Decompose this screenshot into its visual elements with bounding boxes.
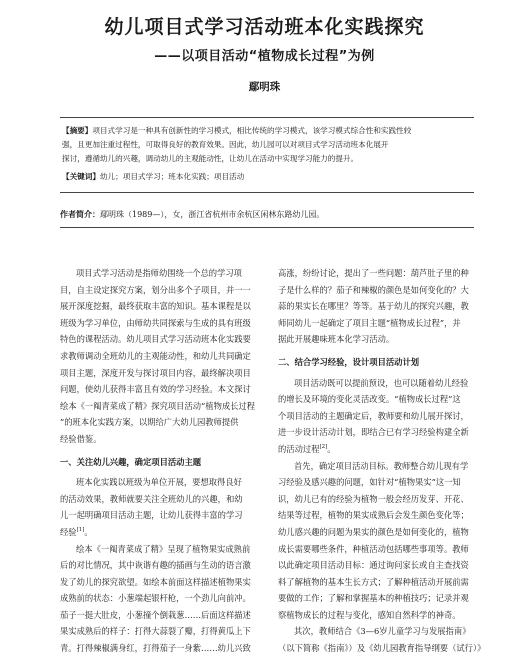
paragraph-line: 问题，使幼儿获得丰富且有效的学习经验。本文探讨 [60, 384, 251, 395]
paragraph-line: 习经验及感兴趣的问题，如针对“植物果实”这一知 [278, 477, 461, 488]
article-subtitle: ——以项目活动“植物成长过程”为例 [154, 49, 375, 64]
author-bio-text: 鄢明珠（1989—），女，浙江省杭州市余杭区闲林东路幼儿园。 [100, 210, 325, 219]
citation-ref: [1] [76, 527, 85, 534]
paragraph-line: 成长需要哪些条件，种植活动包括哪些事项等。教师 [278, 543, 469, 554]
paragraph-line: 的活动效果，教师就要关注全班幼儿的兴趣，和幼 [60, 493, 243, 504]
section-heading: 二、结合学习经验，设计项目活动计划 [278, 356, 420, 367]
abstract-section [60, 117, 474, 193]
paragraph-line [60, 524, 264, 541]
paragraph-line: 结果等过程，植物的果实成熟后会发生颜色变化等； [278, 510, 469, 521]
keywords-label: 【关键词】 [62, 172, 100, 181]
paragraph-line [278, 441, 482, 458]
paragraph-line: 蒜的果实长在哪里？等等。基于幼儿的探究兴趣，教 [278, 301, 469, 312]
paragraph-line: 的增长及环境的变化灵活改变。“植物成长过程”这 [278, 394, 461, 405]
paragraph-line: 绘本《一阄青菜成了精》呈现了植物果实成熟前 [76, 543, 251, 554]
paragraph-line: 以此确定项目活动目标：通过询问家长或自主查找资 [278, 560, 469, 571]
paragraph-line: 个项目活动的主题确定后，教师要和幼儿展开探讨， [278, 410, 469, 421]
paragraph-line: 进一步设计活动计划，即结合已有学习经验构建全新 [278, 427, 469, 438]
abstract-label: 【摘要】 [62, 126, 93, 135]
paragraph-line: 求教师调动全班幼儿的主观能动性，和幼儿共同确定 [60, 350, 251, 361]
paragraph-line: 项目主题，深度开发与探讨项目内容，最终解决项目 [60, 367, 251, 378]
paragraph-line: 茄子一挺大肚皮，小葱撞个倒栽葱……后面这样描述 [60, 609, 251, 620]
paragraph-text: 。 [327, 443, 336, 454]
paragraph-line: 要做的工作；了解和掌握基本的种植技巧；记录并观 [278, 593, 469, 604]
author-bio [60, 208, 474, 228]
paragraph-line: 其次，教师结合《3—6岁儿童学习与发展指南》 [294, 626, 471, 637]
paragraph-line: ”的班本化实践方案，以期给广大幼儿园教师提供 [60, 417, 239, 428]
paragraph-line: 高涨，纷纷讨论，提出了一些问题：葫芦肚子里的种 [278, 268, 469, 278]
paragraph-line: 项目活动既可以提前预设，也可以随着幼儿经验 [294, 377, 469, 388]
keywords-text: 幼儿；项目式学习；班本化实践；项目活动 [99, 172, 245, 181]
paragraph-line: 料了解植物的基本生长方式；了解种植活动开展前需 [278, 576, 469, 587]
paragraph-line: 察植物成长的过程与变化，感知自然科学的神奇。 [278, 609, 461, 620]
author-bio-label: 作者简介： [60, 210, 100, 219]
paragraph-line: 青。打得辣椒满身红，打得茄子一身紫……幼儿兴致 [60, 643, 251, 654]
paragraph-line: 发了幼儿的探究欲望。如绘本前面这样描述植物果实 [60, 576, 251, 587]
section-heading: 一、关注幼儿兴趣，确定项目活动主题 [60, 456, 202, 467]
paragraph-line: （以下简称《指南》）及《幼儿园教育指导纲要（试行）》 [278, 643, 486, 654]
abstract-line: 强，且更加注重过程性，可取得良好的教育效果。因此，幼儿园可以对项目式学习活动班本化展开 [62, 140, 389, 149]
article-author: 鄢明珠 [248, 81, 281, 93]
paragraph-line: 班本化实践以班级为单位开展，要想取得良好 [76, 477, 242, 488]
paragraph-line: 据此开展趣味班本化学习活动。 [278, 334, 395, 345]
paragraph-line: 师同幼儿一起确定了项目主题“植物成长过程”，并 [278, 317, 461, 328]
article-title: 幼儿项目式学习活动班本化实践探究 [104, 16, 425, 38]
paragraph-line: 绘本《一阄青菜成了精》探究项目活动“植物成长过程 [60, 400, 256, 411]
paragraph-line: 幼儿感兴趣的问题为果实的颜色是如何变化的，植物 [278, 526, 469, 537]
abstract-line: 探讨，遵循幼儿的兴趣，调动幼儿的主观能动性，让幼儿在活动中实现学习能力的提升。 [62, 154, 359, 163]
paragraph-line: 儿一起明确项目活动主题，让幼儿获得丰富的学习 [60, 510, 243, 521]
body-column-left [60, 265, 264, 657]
paragraph-line: 子是什么样的？茄子和辣椒的颜色是如何变化的？大 [278, 284, 469, 295]
paragraph-text: 的活动过程 [278, 443, 320, 454]
citation-ref: [2] [319, 444, 328, 451]
paragraph-line: 目，自主设定探究方案，划分出多个子项目，并一一 [60, 284, 251, 295]
paragraph-line: 首先，确定项目活动目标。教师整合幼儿现有学 [294, 460, 469, 471]
body-column-right [278, 265, 486, 657]
paragraph-line: 展开深度挖掘，最终获取丰富的知识。基本课程是以 [60, 301, 251, 312]
keywords-line [62, 170, 472, 184]
paragraph-line: 果实成熟后的样子：打得大蒜裂了瓣，打得黄瓜上下 [60, 626, 251, 637]
paragraph-line: 成熟前的状态：小葱端起银杆枪，一个劲儿向前冲。 [60, 593, 251, 604]
paragraph-line: 后的对比情况，其中诙谐有趣的插画与生动的语言激 [60, 560, 251, 571]
abstract-line [62, 124, 472, 138]
paragraph-line: 班级为学习单位，由师幼共同探索与生成的具有班级 [60, 317, 251, 328]
paragraph-text: 经验 [60, 526, 77, 537]
paragraph-text: 。 [84, 526, 93, 537]
paragraph-line: 项目式学习活动是指师幼围绕一个总的学习项 [76, 268, 242, 278]
paragraph-line: 特色的课程活动。幼儿项目式学习活动班本化实践要 [60, 334, 251, 345]
paragraph-line: 经验借鉴。 [60, 433, 102, 444]
abstract-text: 项目式学习是一种具有创新性的学习模式，相比传统的学习模式，该学习模式综合性和实践性较 [92, 126, 412, 135]
paragraph-line: 识，幼儿已有的经验为植物一般会经历发芽、开花、 [278, 493, 469, 504]
